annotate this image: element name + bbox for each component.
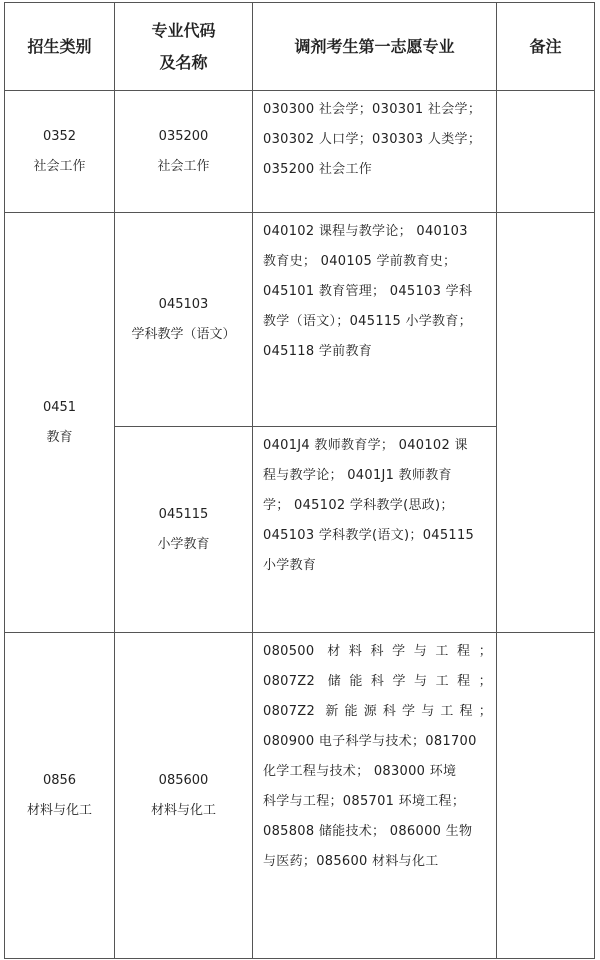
first-choice-line: 035200 社会工作 xyxy=(263,162,373,177)
category-name: 教育 xyxy=(46,429,73,445)
major-cell xyxy=(115,427,253,633)
first-choice-line: 与医药；085600 材料与化工 xyxy=(263,854,439,869)
category-code: 0451 xyxy=(42,399,77,415)
header-category: 招生类别 xyxy=(5,3,115,91)
major-code: 045115 xyxy=(158,506,209,522)
first-choice-line: 080900 电子科学与技术；081700 xyxy=(263,734,477,749)
first-choice-line: 教学（语文）；045115 小学教育； xyxy=(263,314,472,329)
first-choice-line: 085808 储能技术； 086000 生物 xyxy=(263,824,473,839)
major-cell xyxy=(115,91,253,213)
header-note: 备注 xyxy=(497,3,595,91)
first-choice-line: 045101 教育管理； 045103 学科 xyxy=(263,284,473,299)
header-first-choice: 调剂考生第一志愿专业 xyxy=(253,3,497,91)
major-name: 社会工作 xyxy=(157,158,210,174)
category-code: 0352 xyxy=(42,128,77,144)
header-code-name-line1: 专业代码 xyxy=(151,20,216,40)
header-row xyxy=(5,3,595,91)
category-code: 0856 xyxy=(42,772,77,788)
first-choice-line: 科学与工程；085701 环境工程； xyxy=(263,794,466,809)
first-choice-line: 040102 课程与教学论； 040103 xyxy=(263,224,468,239)
category-cell xyxy=(5,633,115,959)
first-choice-line: 0807Z2 新能源科学与工程； xyxy=(263,704,492,719)
category-cell xyxy=(5,213,115,633)
first-choice-line: 教育史； 040105 学前教育史； xyxy=(263,254,457,269)
major-code: 035200 xyxy=(158,128,209,144)
major-code: 045103 xyxy=(158,296,209,312)
first-choice-line: 程与教学论； 0401J1 教师教育 xyxy=(263,468,452,483)
first-choice-cell xyxy=(253,633,497,959)
first-choice-line: 045118 学前教育 xyxy=(263,344,373,359)
first-choice-cell xyxy=(253,91,497,213)
note-cell xyxy=(497,213,595,633)
first-choice-line: 0401J4 教师教育学； 040102 课 xyxy=(263,438,468,453)
header-code-name-line2: 及名称 xyxy=(159,52,208,72)
major-name: 小学教育 xyxy=(157,536,210,552)
category-name: 社会工作 xyxy=(33,158,86,174)
first-choice-line: 030302 人口学；030303 人类学； xyxy=(263,132,482,147)
first-choice-line: 080500 材料科学与工程； xyxy=(263,644,492,659)
note-cell xyxy=(497,633,595,959)
note-cell xyxy=(497,91,595,213)
major-name: 学科教学（语文） xyxy=(131,326,236,342)
major-code: 085600 xyxy=(158,772,209,788)
table-row xyxy=(5,91,595,213)
adjustment-table xyxy=(4,2,595,959)
first-choice-cell xyxy=(253,427,497,633)
first-choice-line: 030300 社会学；030301 社会学； xyxy=(263,102,482,117)
category-cell xyxy=(5,91,115,213)
first-choice-line: 小学教育 xyxy=(263,558,317,573)
major-cell xyxy=(115,213,253,427)
first-choice-line: 化学工程与技术； 083000 环境 xyxy=(263,764,457,779)
header-code-name xyxy=(115,3,253,91)
first-choice-line: 045103 学科教学(语文)；045115 xyxy=(263,528,475,543)
category-name: 材料与化工 xyxy=(26,802,92,818)
major-cell xyxy=(115,633,253,959)
first-choice-line: 0807Z2 储能科学与工程； xyxy=(263,674,492,689)
table-row xyxy=(5,213,595,427)
first-choice-cell xyxy=(253,213,497,427)
first-choice-line: 学； 045102 学科教学(思政)； xyxy=(263,498,454,513)
major-name: 材料与化工 xyxy=(150,802,216,818)
table-row xyxy=(5,633,595,959)
